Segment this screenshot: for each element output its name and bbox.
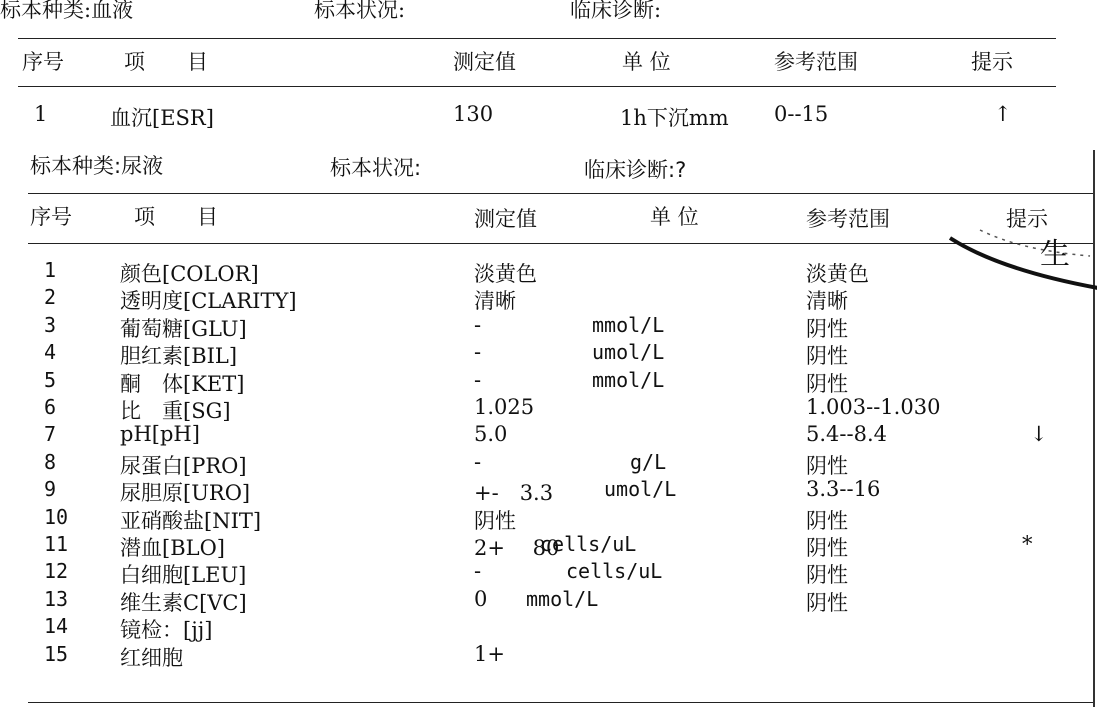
urine-row-no: 14 [44,614,69,639]
urine-header-bottom-rule [28,243,1094,244]
blood-col-value: 测定值 [453,50,516,74]
urine-row-unit: g/L [630,449,667,474]
urine-row-value: - [474,449,482,474]
urine-row-flag: ↓ [1030,422,1048,447]
urine-row-unit: mmol/L [592,367,665,392]
urine-row-no: 4 [44,340,57,365]
urine-row-no: 12 [44,559,69,584]
urine-row-item: pH[pH] [120,422,200,447]
urine-row-value: - [474,559,482,584]
blood-col-unit: 单 位 [622,50,671,74]
urine-specimen-status: 标本状况: [330,156,422,180]
blood-row-value: 130 [453,102,494,126]
urine-header-top-rule [28,193,1094,194]
urine-row-flag: * [1022,532,1033,556]
blood-col-flag: 提示 [971,50,1013,74]
urine-row-value: 1+ [474,641,505,666]
blood-header-top-rule [18,38,1056,39]
urine-row-unit: cells/uL [566,559,663,584]
urine-row-item: 葡萄糖[GLU] [120,316,247,341]
urine-row-value: +- 3.3 [474,481,554,506]
urine-row-ref: 1.003--1.030 [806,395,941,419]
urine-row-no: 8 [44,449,57,474]
urine-row-item: 亚硝酸盐[NIT] [120,508,262,533]
urine-row-ref: 清晰 [806,289,848,314]
urine-row-value: 0 [474,586,488,611]
urine-row-value: 淡黄色 [474,262,537,286]
urine-row-no: 9 [44,477,57,502]
urine-row-value: - [474,340,482,365]
urine-row-item: 尿蛋白[PRO] [120,453,247,478]
urine-col-unit: 单 位 [650,205,699,229]
urine-row-unit: umol/L [604,477,677,502]
urine-specimen-type: 标本种类:尿液 [30,154,164,178]
urine-row-item: 镜检：[jj] [120,618,213,643]
urine-row-no: 13 [44,586,69,611]
urine-row-item: 维生素C[VC] [120,590,247,615]
blood-specimen-type: 标本种类:血液 [0,0,134,22]
urine-row-no: 3 [44,312,57,337]
urine-row-value: 阴性 [474,508,516,533]
blood-row-unit: 1h下沉mm [620,106,729,130]
blood-col-no: 序号 [22,50,64,74]
urine-row-ref: 5.4--8.4 [806,422,887,447]
urine-row-item: 尿胆原[URO] [120,481,251,506]
urine-row-no: 11 [44,532,69,556]
urine-row-item: 酮 体[KET] [120,371,245,396]
urine-row-no: 1 [44,258,57,282]
urine-row-unit: mmol/L [526,586,599,611]
urine-row-no: 15 [44,641,69,666]
urine-row-value: - [474,367,482,392]
blood-diagnosis: 临床诊断: [570,0,662,22]
urine-row-value: 清晰 [474,289,516,314]
urine-col-ref: 参考范围 [806,207,890,231]
urine-footer-rule [28,702,1094,703]
urine-row-unit: umol/L [592,340,665,365]
urine-row-ref: 阴性 [806,371,848,396]
urine-row-value: 1.025 [474,395,535,419]
urine-row-ref: 阴性 [806,508,848,533]
blood-col-ref: 参考范围 [774,50,858,74]
urine-row-item: 潜血[BLO] [120,536,225,560]
urine-col-no: 序号 [30,205,72,229]
blood-header-bottom-rule [18,86,1056,87]
urine-row-item: 颜色[COLOR] [120,262,259,286]
urine-diagnosis: 临床诊断:? [584,158,687,182]
urine-row-no: 5 [44,367,57,392]
urine-row-ref: 阴性 [806,563,848,588]
urine-row-item: 白细胞[LEU] [120,563,247,588]
urine-row-ref: 淡黄色 [806,262,869,286]
urine-row-value: - [474,312,482,337]
urine-row-item: 胆红素[BIL] [120,344,238,369]
urine-col-value: 测定值 [474,207,537,231]
urine-row-ref: 阴性 [806,316,848,341]
urine-row-ref: 阴性 [806,536,848,560]
urine-col-item: 项 目 [134,205,218,229]
blood-specimen-status: 标本状况: [314,0,406,22]
blood-row-no: 1 [34,102,48,126]
urine-row-unit: cells/uL [540,532,637,556]
stamp-fragment [940,200,1097,290]
urine-row-no: 2 [44,285,57,310]
blood-row-item: 血沉[ESR] [110,106,214,130]
urine-row-ref: 阴性 [806,590,848,615]
blood-row-flag: ↑ [994,102,1012,126]
urine-row-no: 7 [44,422,57,447]
urine-row-ref: 阴性 [806,453,848,478]
urine-row-item: 透明度[CLARITY] [120,289,297,314]
urine-row-item: 红细胞 [120,645,183,670]
urine-row-unit: mmol/L [592,312,665,337]
urine-row-value: 5.0 [474,422,508,447]
urine-row-value: 2+ 80 [474,536,560,560]
urine-col-flag: 提示 [1006,207,1048,231]
urine-row-no: 6 [44,395,57,419]
stamp-text: 生 [1040,237,1070,272]
urine-row-item: 比 重[SG] [120,399,231,423]
urine-row-ref: 3.3--16 [806,477,881,502]
blood-col-item: 项 目 [124,50,208,74]
urine-row-ref: 阴性 [806,344,848,369]
blood-row-ref: 0--15 [774,102,829,126]
urine-row-no: 10 [44,504,69,529]
